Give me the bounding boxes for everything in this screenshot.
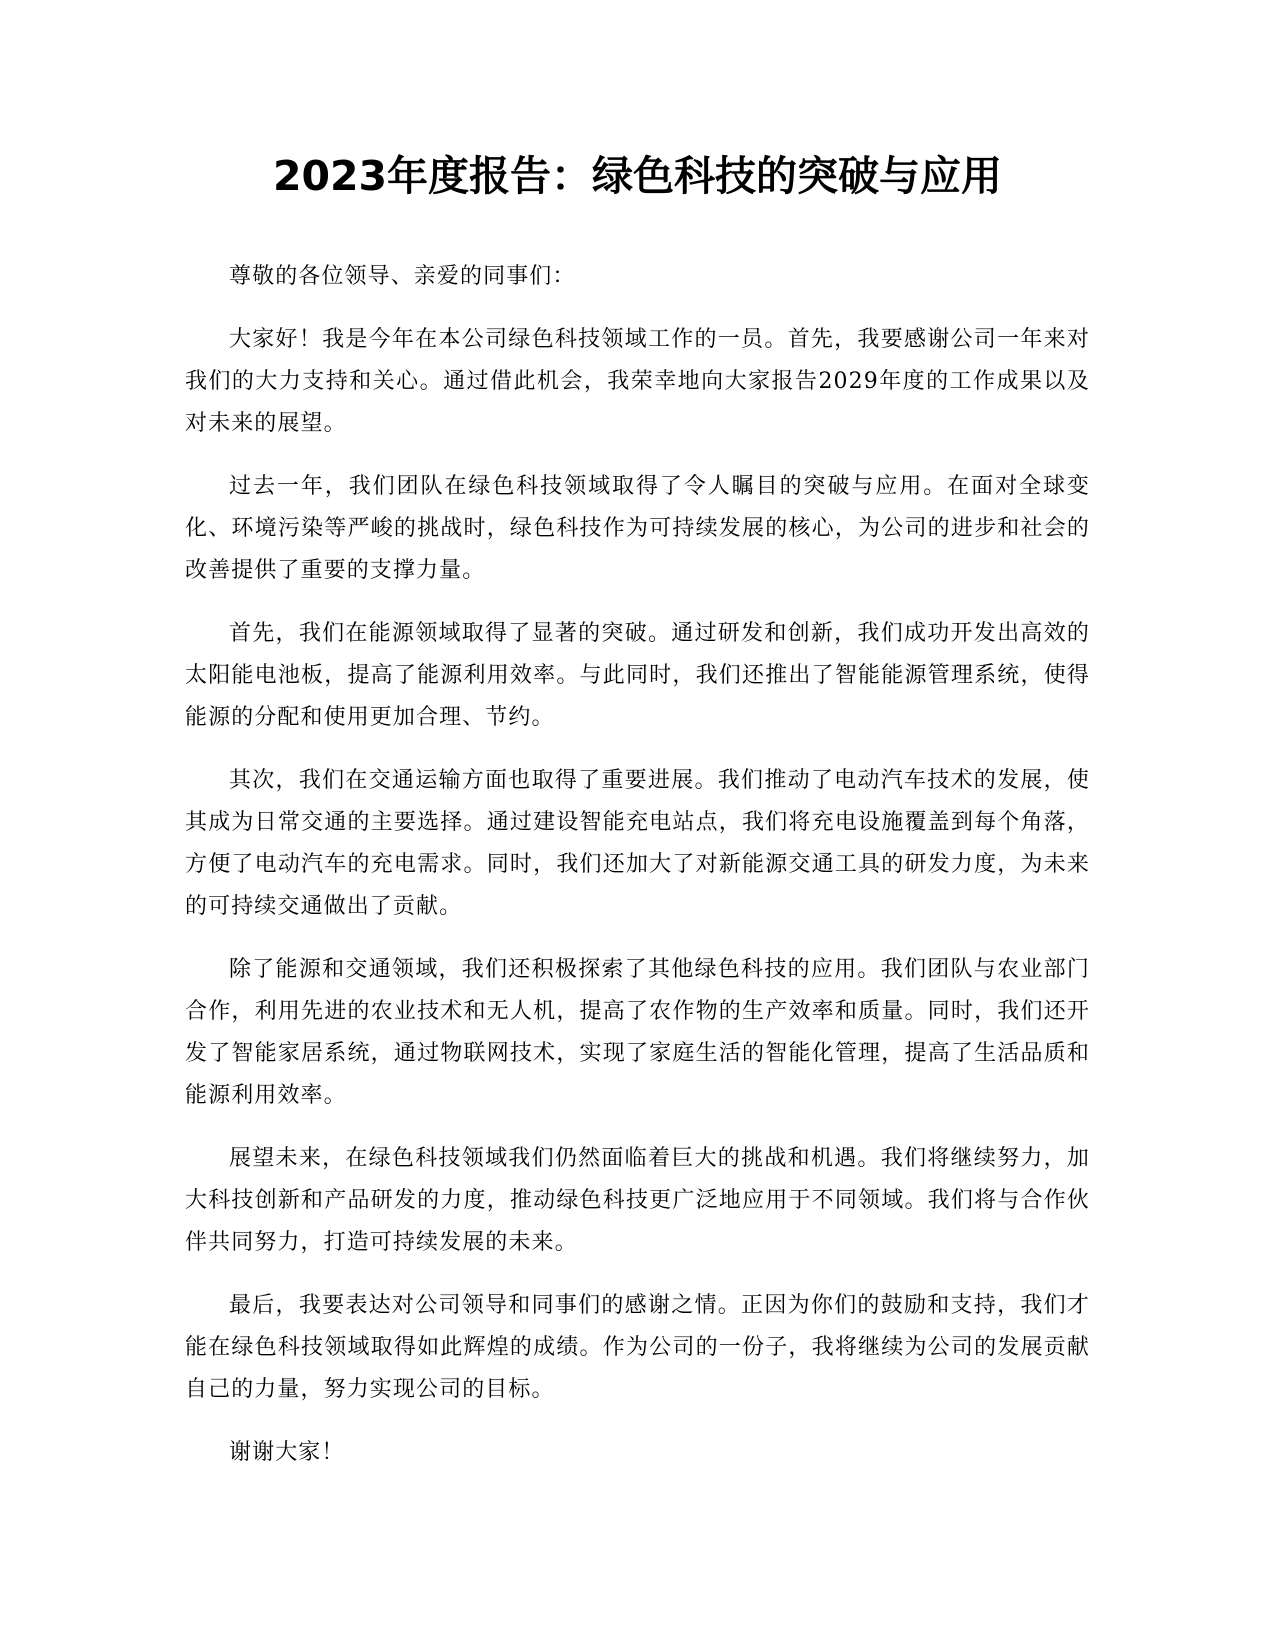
document-body [185, 256, 1090, 1474]
paragraph-energy: 首先，我们在能源领域取得了显著的突破。通过研发和创新，我们成功开发出高效的太阳能电池板，提高了能源利用效率。与此同时，我们还推出了智能能源管理系统，使得能源的分配和使用更加合理、节约。 [185, 621, 1090, 730]
document-title: 2023年度报告：绿色科技的突破与应用 [272, 152, 1003, 200]
paragraph-other-applications: 除了能源和交通领域，我们还积极探索了其他绿色科技的应用。我们团队与农业部门合作，利用先进的农业技术和无人机，提高了农作物的生产效率和质量。同时，我们还开发了智能家居系统，通过物联网技术，实现了家庭生活的智能化管理，提高了生活品质和能源利用效率。 [185, 957, 1090, 1108]
paragraph-salutation: 尊敬的各位领导、亲爱的同事们： [229, 264, 576, 289]
paragraph-greeting: 大家好！我是今年在本公司绿色科技领域工作的一员。首先，我要感谢公司一年来对我们的大力支持和关心。通过借此机会，我荣幸地向大家报告2029年度的工作成果以及对未来的展望。 [185, 327, 1090, 436]
paragraph-overview: 过去一年，我们团队在绿色科技领域取得了令人瞩目的突破与应用。在面对全球变化、环境污染等严峻的挑战时，绿色科技作为可持续发展的核心，为公司的进步和社会的改善提供了重要的支撑力量。 [185, 474, 1090, 583]
paragraph-thanks: 最后，我要表达对公司领导和同事们的感谢之情。正因为你们的鼓励和支持，我们才能在绿色科技领域取得如此辉煌的成绩。作为公司的一份子，我将继续为公司的发展贡献自己的力量，努力实现公司的目标。 [185, 1293, 1090, 1402]
paragraph-outlook: 展望未来，在绿色科技领域我们仍然面临着巨大的挑战和机遇。我们将继续努力，加大科技创新和产品研发的力度，推动绿色科技更广泛地应用于不同领域。我们将与合作伙伴共同努力，打造可持续发展的未来。 [185, 1146, 1090, 1255]
paragraph-transport: 其次，我们在交通运输方面也取得了重要进展。我们推动了电动汽车技术的发展，使其成为日常交通的主要选择。通过建设智能充电站点，我们将充电设施覆盖到每个角落，方便了电动汽车的充电需求。同时，我们还加大了对新能源交通工具的研发力度，为未来的可持续交通做出了贡献。 [185, 768, 1090, 919]
paragraph-closing: 谢谢大家！ [229, 1440, 345, 1465]
